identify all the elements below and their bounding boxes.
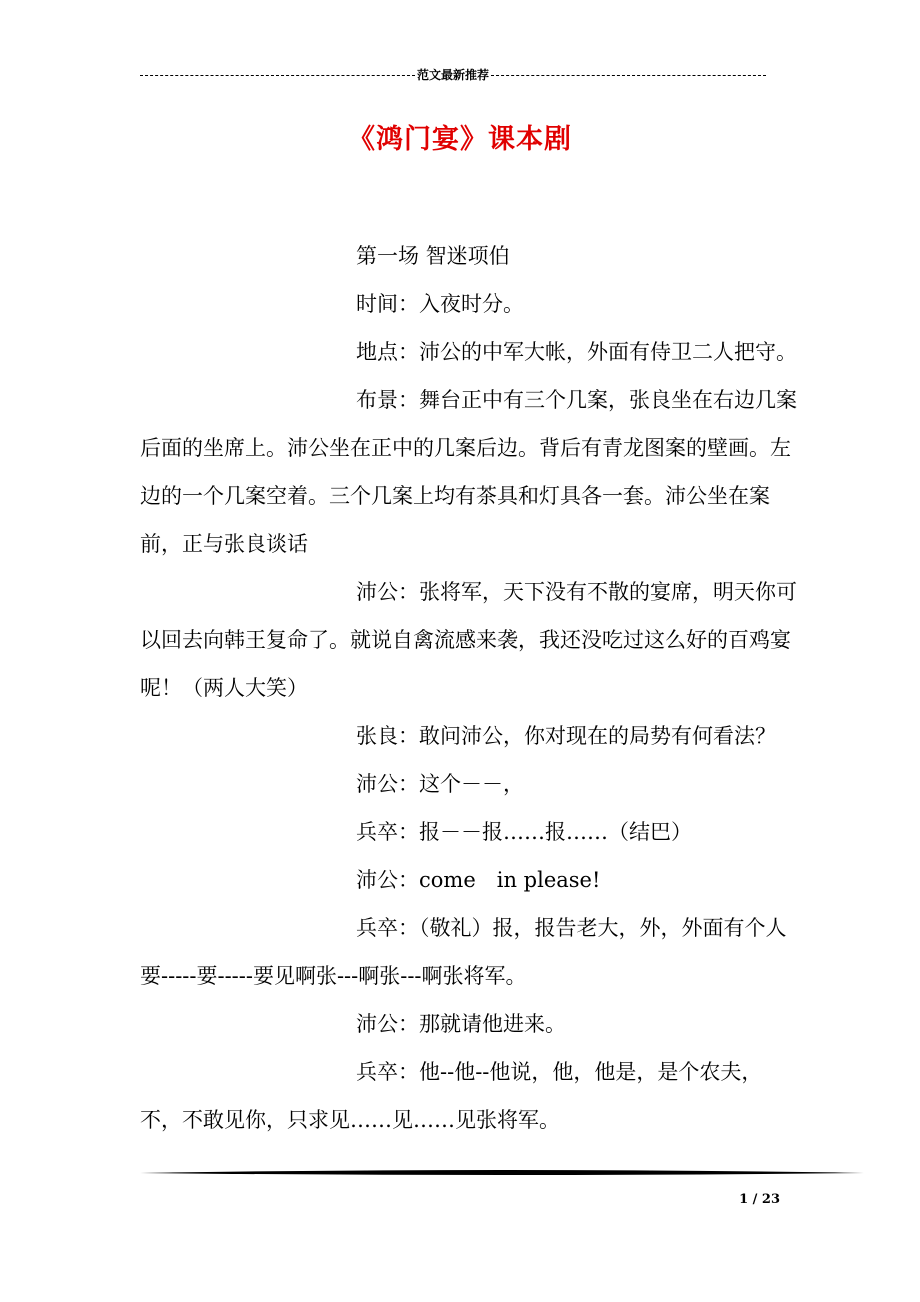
dialogue-line: 兵卒：报－－报……报……（结巴）	[356, 820, 692, 844]
scene-heading: 第一场 智迷项伯	[356, 244, 510, 268]
dialogue-line: 兵卒：（敬礼）报，报告老大，外，外面有个人要-----要-----要见啊张---啊张---啊张将军。	[140, 916, 787, 988]
dialogue-line: 张良：敢问沛公，你对现在的局势有何看法？	[356, 724, 776, 748]
header-dash-right	[491, 75, 766, 76]
dialogue-line: 兵卒：他--他--他说，他，他是，是个农夫，不，不敢见你，只求见……见……见张将军。	[140, 1060, 763, 1132]
footer-divider	[140, 1168, 864, 1178]
header-dash-left	[140, 75, 415, 76]
place-line: 地点：沛公的中军大帐，外面有侍卫二人把守。	[356, 340, 797, 364]
dialogue-line: 沛公：那就请他进来。	[356, 1012, 566, 1036]
header-label: 范文最新推荐	[417, 68, 490, 82]
document-title: 《鸿门宴》课本剧	[348, 124, 572, 155]
setting-paragraph: 布景：舞台正中有三个几案，张良坐在右边几案后面的坐席上。沛公坐在正中的几案后边。背后有青龙图案的壁画。左边的一个几案空着。三个几案上均有茶具和灯具各一套。沛公坐在案前，正与张良谈话	[140, 388, 797, 556]
dialogue-line: 沛公：come in please!	[356, 868, 601, 892]
dialogue-line: 沛公：张将军，天下没有不散的宴席，明天你可以回去向韩王复命了。就说自禽流感来袭，我还没吃过这么好的百鸡宴呢！（两人大笑）	[140, 580, 797, 700]
dialogue-line: 沛公：这个－－，	[356, 772, 524, 796]
page-number: 1 / 23	[739, 1192, 780, 1207]
document-body	[140, 232, 800, 1144]
time-line: 时间：入夜时分。	[356, 292, 524, 316]
header-rule	[140, 68, 766, 82]
